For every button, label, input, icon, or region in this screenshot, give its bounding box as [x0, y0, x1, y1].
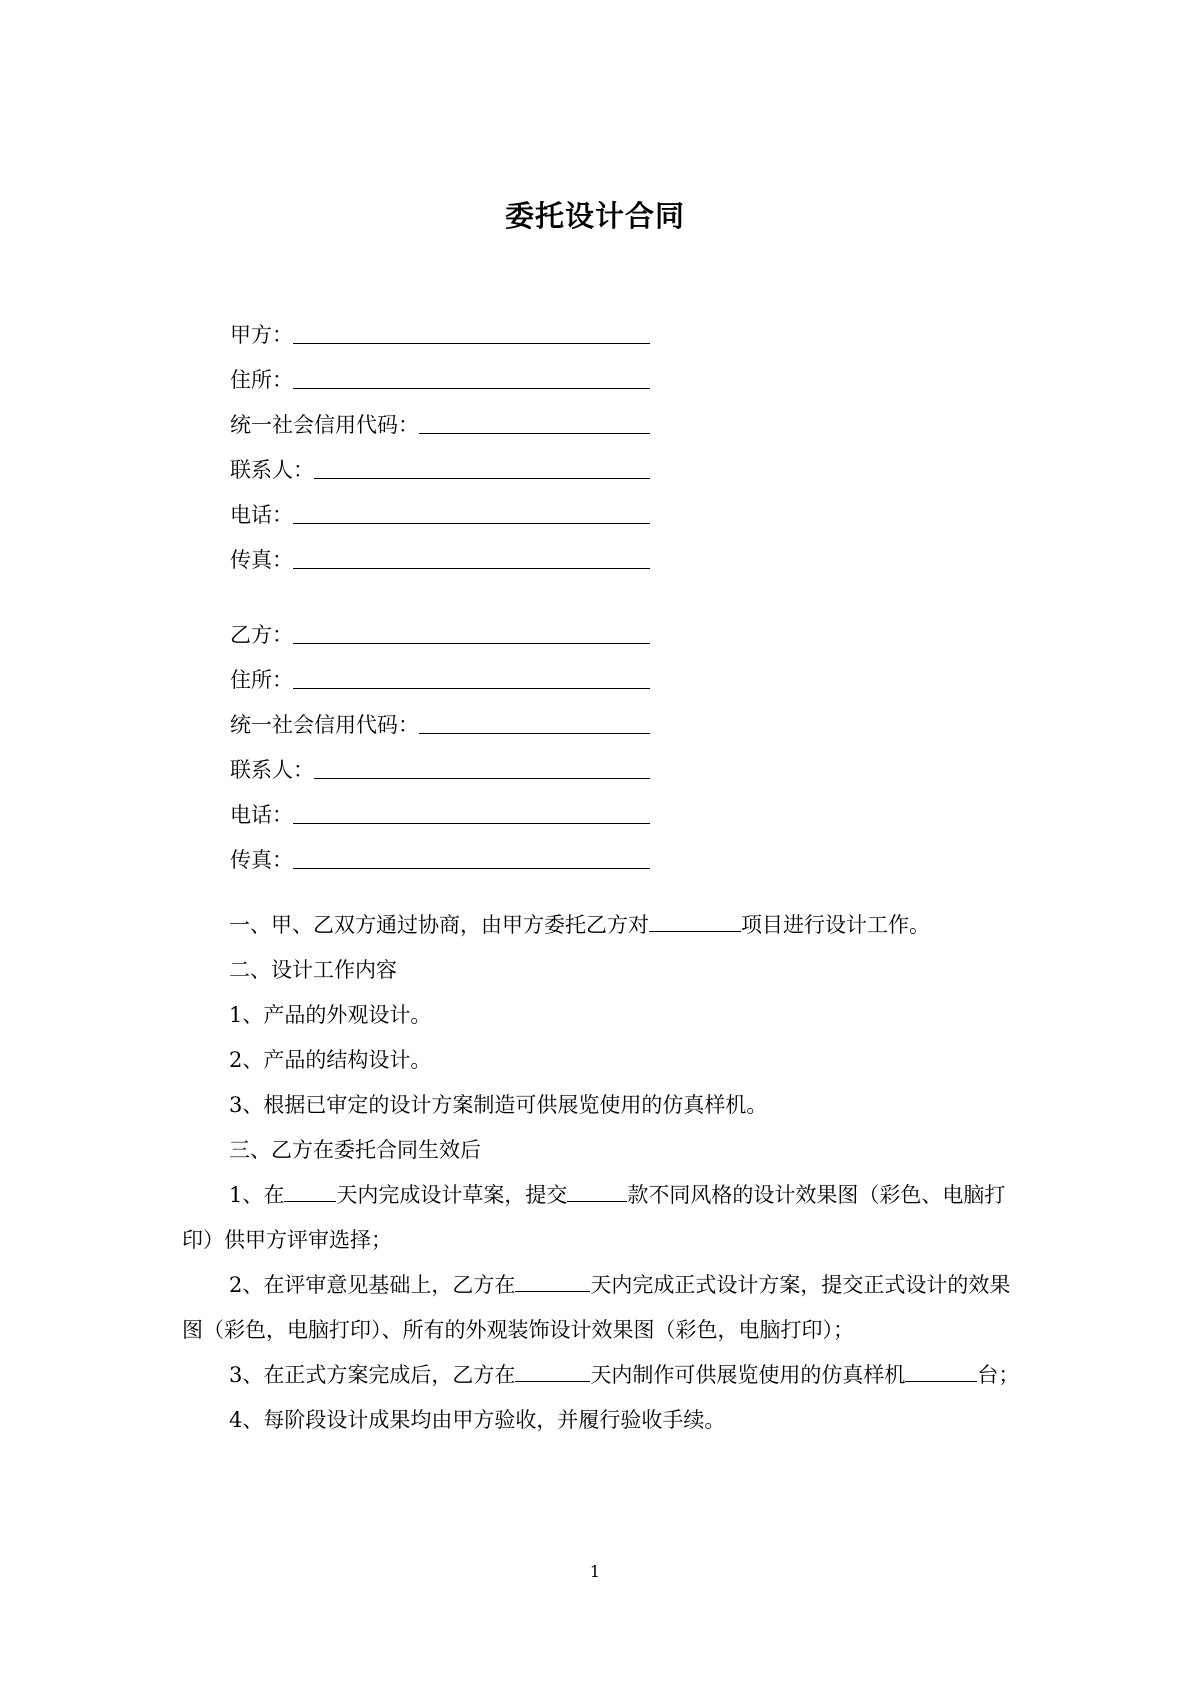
party-a-fax-field: [230, 528, 650, 573]
field-label: 联系人：: [230, 758, 314, 782]
clause-text: 台；: [977, 1363, 1020, 1387]
party-b-contact-field: [230, 738, 650, 783]
field-label: 联系人：: [230, 458, 314, 482]
fill-blank: [314, 778, 650, 779]
clause-2-item-2: 2、产品的结构设计。: [229, 1048, 432, 1072]
clause-text: 2、在评审意见基础上，乙方在: [229, 1273, 516, 1297]
fill-blank: [905, 1359, 977, 1382]
party-b-name-field: [230, 603, 650, 648]
fill-blank: [293, 643, 650, 644]
fill-blank: [293, 688, 650, 689]
party-b-block: [230, 603, 650, 873]
clause-3-item-2: [182, 1263, 1024, 1353]
clause-text: 款不同风格的设计效果图（彩色、电脑打印）供甲方评审选择；: [182, 1183, 1006, 1252]
fill-blank: [515, 1269, 590, 1292]
party-a-phone-field: [230, 483, 650, 528]
fill-blank: [515, 1359, 590, 1382]
fill-blank: [293, 823, 650, 824]
party-b-address-field: [230, 648, 650, 693]
fill-blank: [649, 909, 741, 932]
party-b-phone-field: [230, 783, 650, 828]
fill-blank: [293, 343, 650, 344]
fill-blank: [567, 1179, 627, 1202]
field-label: 传真：: [230, 548, 293, 572]
contract-body: [182, 903, 1024, 1443]
fill-blank: [293, 388, 650, 389]
field-label: 住所：: [230, 368, 293, 392]
field-label: 乙方：: [230, 623, 293, 647]
clause-2-item-1: 1、产品的外观设计。: [229, 1003, 432, 1027]
clause-1: [182, 903, 1024, 948]
field-label: 统一社会信用代码：: [230, 413, 419, 437]
clause-3-item-4: 4、每阶段设计成果均由甲方验收，并履行验收手续。: [229, 1408, 726, 1432]
fill-blank: [419, 733, 650, 734]
clause-text: 天内完成设计草案，提交: [336, 1183, 568, 1207]
clause-3-item-3: [182, 1353, 1024, 1398]
clause-3-heading: 三、乙方在委托合同生效后: [229, 1138, 481, 1162]
fill-blank: [293, 523, 650, 524]
field-label: 住所：: [230, 668, 293, 692]
clause-3-item-1: [182, 1173, 1024, 1263]
fill-blank: [419, 433, 650, 434]
party-a-contact-field: [230, 438, 650, 483]
party-b-credit-code-field: [230, 693, 650, 738]
clause-text: 1、在: [229, 1183, 285, 1207]
clause-text: 一、甲、乙双方通过协商，由甲方委托乙方对: [229, 913, 649, 937]
party-a-address-field: [230, 348, 650, 393]
field-label: 甲方：: [230, 323, 293, 347]
fill-blank: [284, 1179, 336, 1202]
clause-text: 项目进行设计工作。: [741, 913, 930, 937]
fill-blank: [314, 478, 650, 479]
clause-text: 3、在正式方案完成后，乙方在: [229, 1363, 516, 1387]
party-a-credit-code-field: [230, 393, 650, 438]
clause-2-item-3: 3、根据已审定的设计方案制造可供展览使用的仿真样机。: [229, 1093, 768, 1117]
field-label: 电话：: [230, 803, 293, 827]
field-label: 统一社会信用代码：: [230, 713, 419, 737]
party-a-block: [230, 303, 650, 573]
fill-blank: [293, 868, 650, 869]
party-a-name-field: [230, 303, 650, 348]
page-number: 1: [589, 1562, 601, 1581]
field-label: 电话：: [230, 503, 293, 527]
party-b-fax-field: [230, 828, 650, 873]
clause-text: 天内完成正式设计方案，提交正式设计的效果图（彩色，电脑打印）、所有的外观装饰设计效果图（彩色，电脑打印）；: [182, 1273, 1011, 1342]
document-title: 委托设计合同: [504, 199, 685, 233]
clause-2-heading: 二、设计工作内容: [229, 958, 397, 982]
fill-blank: [293, 568, 650, 569]
field-label: 传真：: [230, 848, 293, 872]
clause-text: 天内制作可供展览使用的仿真样机: [590, 1363, 906, 1387]
